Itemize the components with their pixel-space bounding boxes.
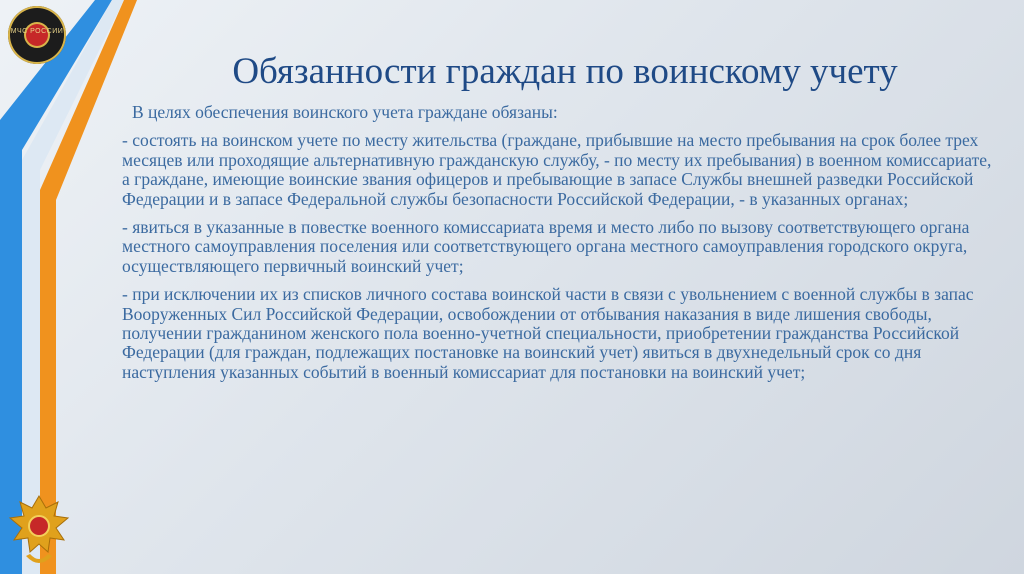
obligation-item: - состоять на воинском учете по месту жительства (граждане, прибывшие на место пребывания на срок более трех месяцев или проходящие альтернативную гражданскую службу, - по месту их пребывания) в военном комиссариате, а граждане, имеющие воинские звания офицеров и пребывающие в запасе Службы внешней разведки Российской Федерации и в запасе Федеральной службы безопасности Российской Федерации, - в указанных органах; — [122, 130, 992, 209]
decorative-stripes — [0, 0, 140, 574]
emblem-text: МЧС РОССИИ — [10, 28, 64, 35]
mchs-emblem-icon — [8, 6, 66, 64]
mchs-eagle-icon — [6, 490, 72, 572]
intro-text: В целях обеспечения воинского учета граждане обязаны: — [132, 102, 558, 122]
slide-title: Обязанности граждан по воинскому учету — [232, 51, 898, 92]
obligation-item: - при исключении их из списков личного состава воинской части в связи с увольнением с военной службы в запас Вооруженных Сил Российской Федерации, освобождении от отбывания наказания в виде лишения свободы, получении гражданином женского пола военно-учетной специальности, приобретении гражданства Российской Федерации (для граждан, подлежащих постановке на воинский учет) явиться в двухнедельный срок со дня наступления указанных событий в военный комиссариат для постановки на воинский учет; — [122, 284, 974, 382]
slide-content — [122, 103, 992, 382]
obligation-item: - явиться в указанные в повестке военного комиссариата время и место либо по вызову соответствующего органа местного самоуправления поселения или соответствующего органа местного самоуправления городского округа, осуществляющего первичный воинский учет; — [122, 217, 970, 276]
